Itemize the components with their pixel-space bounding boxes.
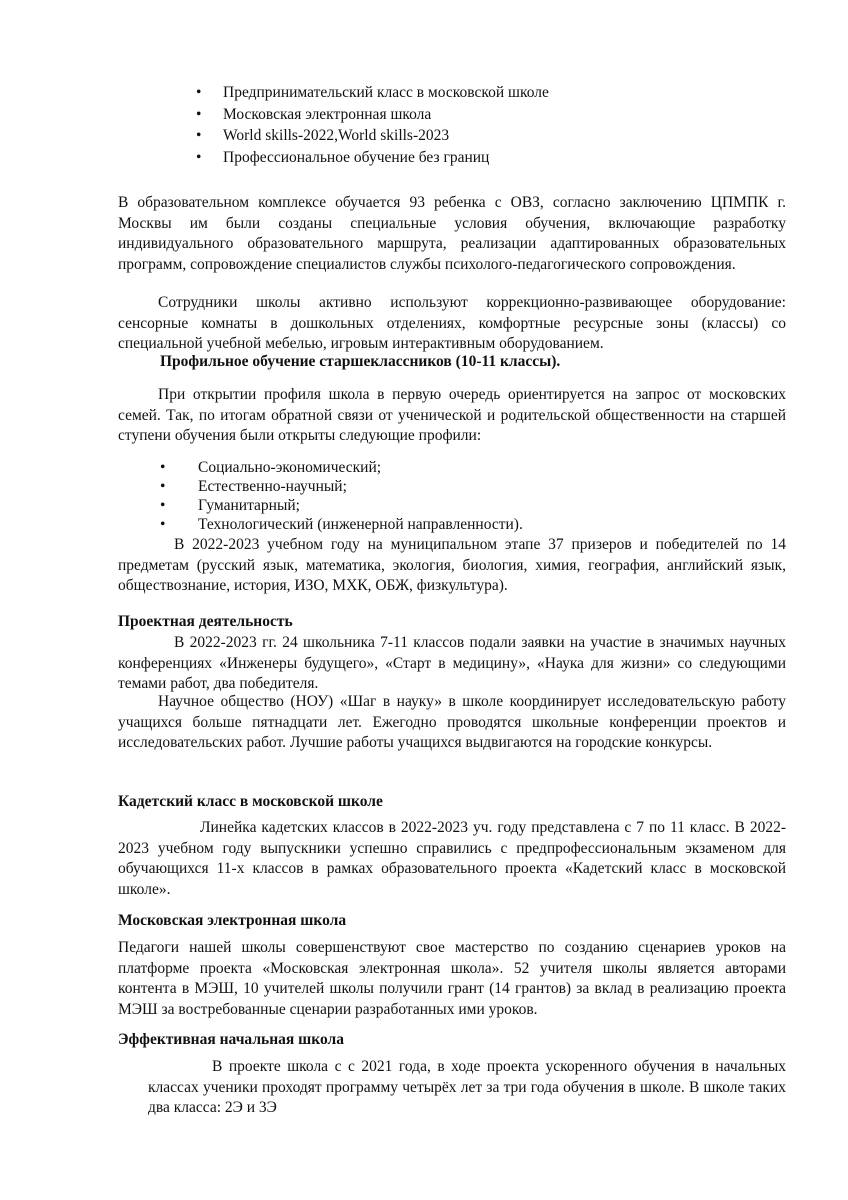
list-item-text: Московская электронная школа <box>223 105 432 123</box>
list-item <box>160 458 780 477</box>
bullet-icon: • <box>160 497 166 514</box>
bullet-icon: • <box>160 516 166 533</box>
list-item <box>160 477 780 496</box>
project-heading: Проектная деятельность <box>118 613 293 630</box>
bullet-icon: • <box>196 148 202 166</box>
list-item-text: Профессиональное обучение без границ <box>223 148 490 166</box>
bullet-icon: • <box>196 105 202 123</box>
profile-heading: Профильное обучение старшеклассников (10-11 классы). <box>160 353 561 370</box>
equipment-paragraph: Сотрудники школы активно используют коррекционно-развивающее оборудование: сенсорные комнаты в дошкольных отделениях, комфортные ресурсные зоны (классы) со специальной учебной мебелью, игровым интерактивным оборудованием. <box>118 294 786 353</box>
profile-paragraph: При открытии профиля школа в первую очередь ориентируется на запрос от московских семей. Так, по итогам обратной связи от ученической и родительской общественности на старшей ступени обучения были открыты следующие профили: <box>118 386 786 445</box>
mesh-paragraph: Педагоги нашей школы совершенствуют свое мастерство по созданию сценариев уроков на платформе проекта «Московская электронная школа». 52 учителя школы является авторами контента в МЭШ, 10 учителей школы получили грант (14 грантов) за вклад в реализацию проекта МЭШ за востребованные сценарии разработанных ими уроков. <box>118 939 786 1018</box>
project-paragraph: В 2022-2023 гг. 24 школьника 7-11 классов подали заявки на участие в значимых научных конференциях «Инженеры будущего», «Старт в медицину», «Наука для жизни» со следующими темами работ, два победителя. <box>118 634 786 693</box>
list-item-text: Гуманитарный; <box>198 497 300 514</box>
cadet-paragraph: Линейка кадетских классов в 2022-2023 уч. году представлена с 7 по 11 класс. В 2022-2023 учебном году выпускники успешно справились с предпрофессиональным экзаменом для обучающихся 11-х классов в рамках образовательного проекта «Кадетский класс в московской школе». <box>118 819 786 898</box>
list-item-text: Технологический (инженерной направленности). <box>198 516 523 533</box>
bullet-icon: • <box>160 478 166 495</box>
list-item-text: Естественно-научный; <box>198 478 347 495</box>
ovz-paragraph: В образовательном комплексе обучается 93 ребенка с ОВЗ, согласно заключению ЦПМПК г. Москвы им были созданы специальные условия обучения, включающие разработку индивидуального образовательного маршрута, реализации адаптированных образовательных программ, сопровождение специалистов службы психолого-педагогического сопровождения. <box>118 194 786 273</box>
list-item-text: Предпринимательский класс в московской школе <box>223 84 549 101</box>
list-item <box>196 125 756 147</box>
list-item <box>196 104 756 126</box>
nou-paragraph: Научное общество (НОУ) «Шаг в науку» в школе координирует исследовательскую работу учащихся больше пятнадцати лет. Ежегодно проводятся школьные конференции проектов и исследовательских работ. Лучшие работы учащихся выдвигаются на городские конкурсы. <box>118 693 786 752</box>
olympiad-paragraph: В 2022-2023 учебном году на муниципальном этапе 37 призеров и победителей по 14 предметам (русский язык, математика, экология, биология, химия, география, английский язык, обществознание, история, ИЗО, МХК, ОБЖ, физкультура). <box>118 536 786 595</box>
bullet-icon: • <box>196 84 202 101</box>
mesh-heading: Московская электронная школа <box>118 912 347 929</box>
bullet-icon: • <box>196 127 202 145</box>
cadet-heading: Кадетский класс в московской школе <box>118 793 383 810</box>
top-bullet-list <box>196 82 756 168</box>
list-item <box>196 82 756 104</box>
primary-paragraph: В проекте школа с с 2021 года, в ходе проекта ускоренного обучения в начальных классах ученики проходят программу четырёх лет за три года обучения в школе. В школе таких два класса: 2Э и 3Э <box>148 1058 786 1117</box>
list-item-text: Социально-экономический; <box>198 459 382 476</box>
list-item <box>160 496 780 515</box>
list-item <box>160 515 780 534</box>
list-item <box>196 147 756 169</box>
profile-list <box>160 458 780 534</box>
bullet-icon: • <box>160 459 166 476</box>
primary-heading: Эффективная начальная школа <box>118 1031 344 1048</box>
list-item-text: World skills-2022,World skills-2023 <box>223 127 450 145</box>
